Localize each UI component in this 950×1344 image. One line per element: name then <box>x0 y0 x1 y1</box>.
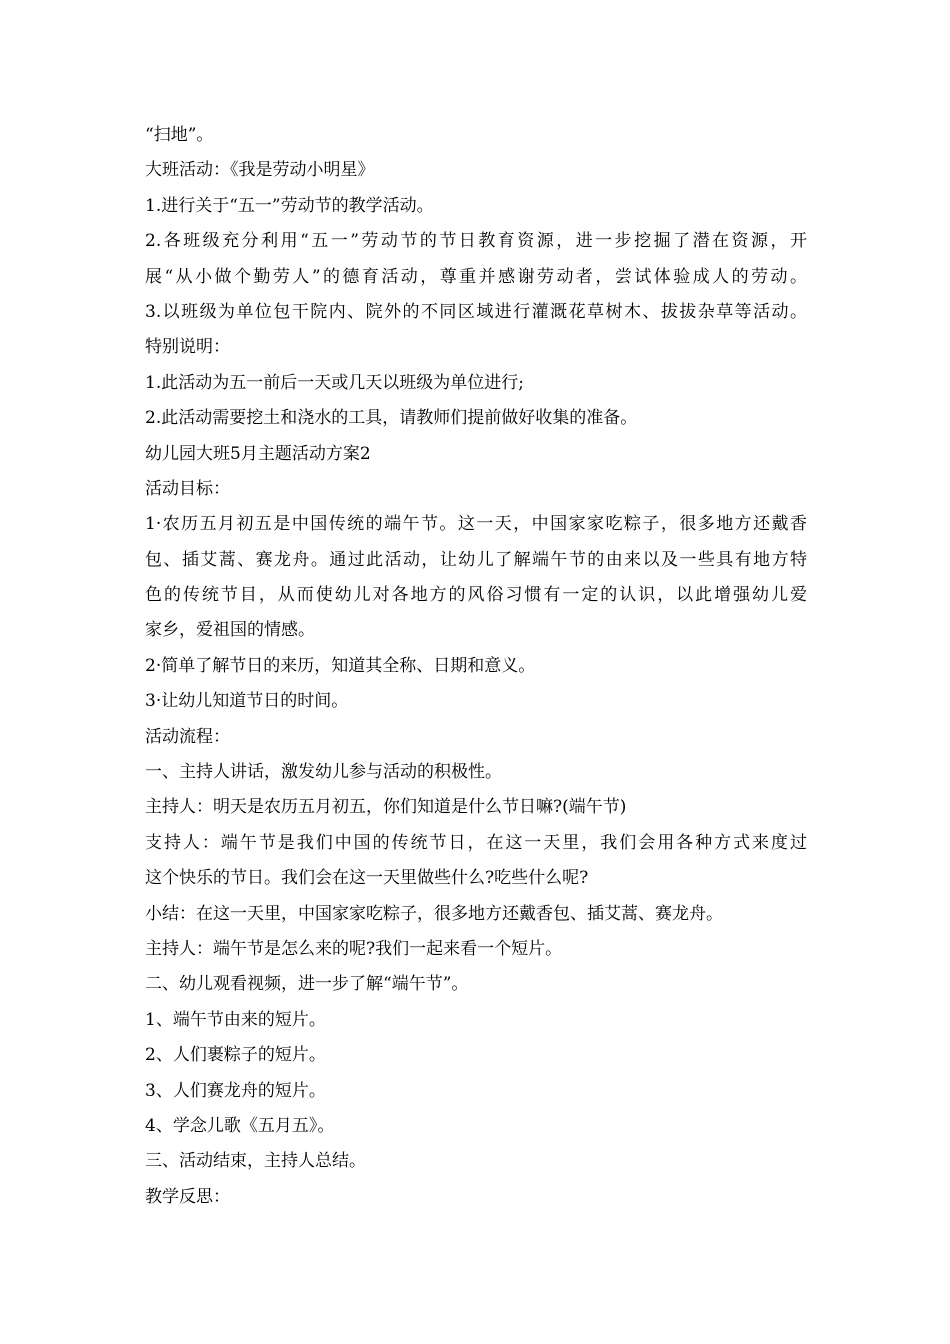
text-line: 家乡，爱祖国的情感。 <box>145 620 315 641</box>
text-line: 2.此活动需要挖土和浇水的工具，请教师们提前做好收集的准备。 <box>145 408 638 429</box>
text-line: 1·农历五月初五是中国传统的端午节。这一天，中国家家吃粽子，很多地方还戴香 <box>145 514 807 535</box>
text-line: 1.进行关于“五一”劳动节的教学活动。 <box>145 195 434 216</box>
text-line: “扫地”。 <box>145 125 214 145</box>
text-line: 小结：在这一天里，中国家家吃粽子，很多地方还戴香包、插艾蒿、赛龙舟。 <box>145 903 723 924</box>
text-line: 支持人：端午节是我们中国的传统节日，在这一天里，我们会用各种方式来度过 <box>145 832 807 853</box>
document-page <box>145 118 807 1215</box>
text-line: 大班活动：《我是劳动小明星》 <box>145 160 375 181</box>
text-line: 3·让幼儿知道节日的时间。 <box>145 691 349 712</box>
text-line: 包、插艾蒿、赛龙舟。通过此活动，让幼儿了解端午节的由来以及一些具有地方特 <box>145 549 807 570</box>
text-line: 三、活动结束，主持人总结。 <box>145 1151 366 1172</box>
text-line: 活动目标： <box>145 478 230 499</box>
text-line: 展“从小做个勤劳人”的德育活动，尊重并感谢劳动者，尝试体验成人的劳动。 <box>145 266 807 287</box>
text-line: 二、幼儿观看视频，进一步了解“端午节”。 <box>145 974 469 995</box>
text-line: 2、人们裹粽子的短片。 <box>145 1045 326 1066</box>
text-line: 这个快乐的节日。我们会在这一天里做些什么?吃些什么呢? <box>145 868 589 889</box>
text-line: 1.此活动为五一前后一天或几天以班级为单位进行; <box>145 372 524 393</box>
text-line: 教学反思： <box>145 1186 230 1207</box>
text-line: 3.以班级为单位包干院内、院外的不同区域进行灌溉花草树木、拔拔杂草等活动。 <box>145 301 807 322</box>
text-line: 主持人：明天是农历五月初五，你们知道是什么节日嘛?(端午节) <box>145 797 627 818</box>
text-line: 一、主持人讲话，激发幼儿参与活动的积极性。 <box>145 762 502 783</box>
text-line: 4、学念儿歌《五月五》。 <box>145 1115 335 1136</box>
text-line: 活动流程： <box>145 726 230 747</box>
text-line: 1、端午节由来的短片。 <box>145 1009 326 1030</box>
text-line: 主持人：端午节是怎么来的呢?我们一起来看一个短片。 <box>145 938 563 959</box>
section-heading: 幼儿园大班5月主题活动方案2 <box>145 443 371 464</box>
text-line: 3、人们赛龙舟的短片。 <box>145 1080 326 1101</box>
text-line: 特别说明： <box>145 337 230 358</box>
text-line: 色的传统节目，从而使幼儿对各地方的风俗习惯有一定的认识，以此增强幼儿爱 <box>145 585 807 606</box>
text-line: 2·简单了解节日的来历，知道其全称、日期和意义。 <box>145 655 536 676</box>
text-line: 2.各班级充分利用“五一”劳动节的节日教育资源，进一步挖掘了潜在资源，开 <box>145 231 807 252</box>
